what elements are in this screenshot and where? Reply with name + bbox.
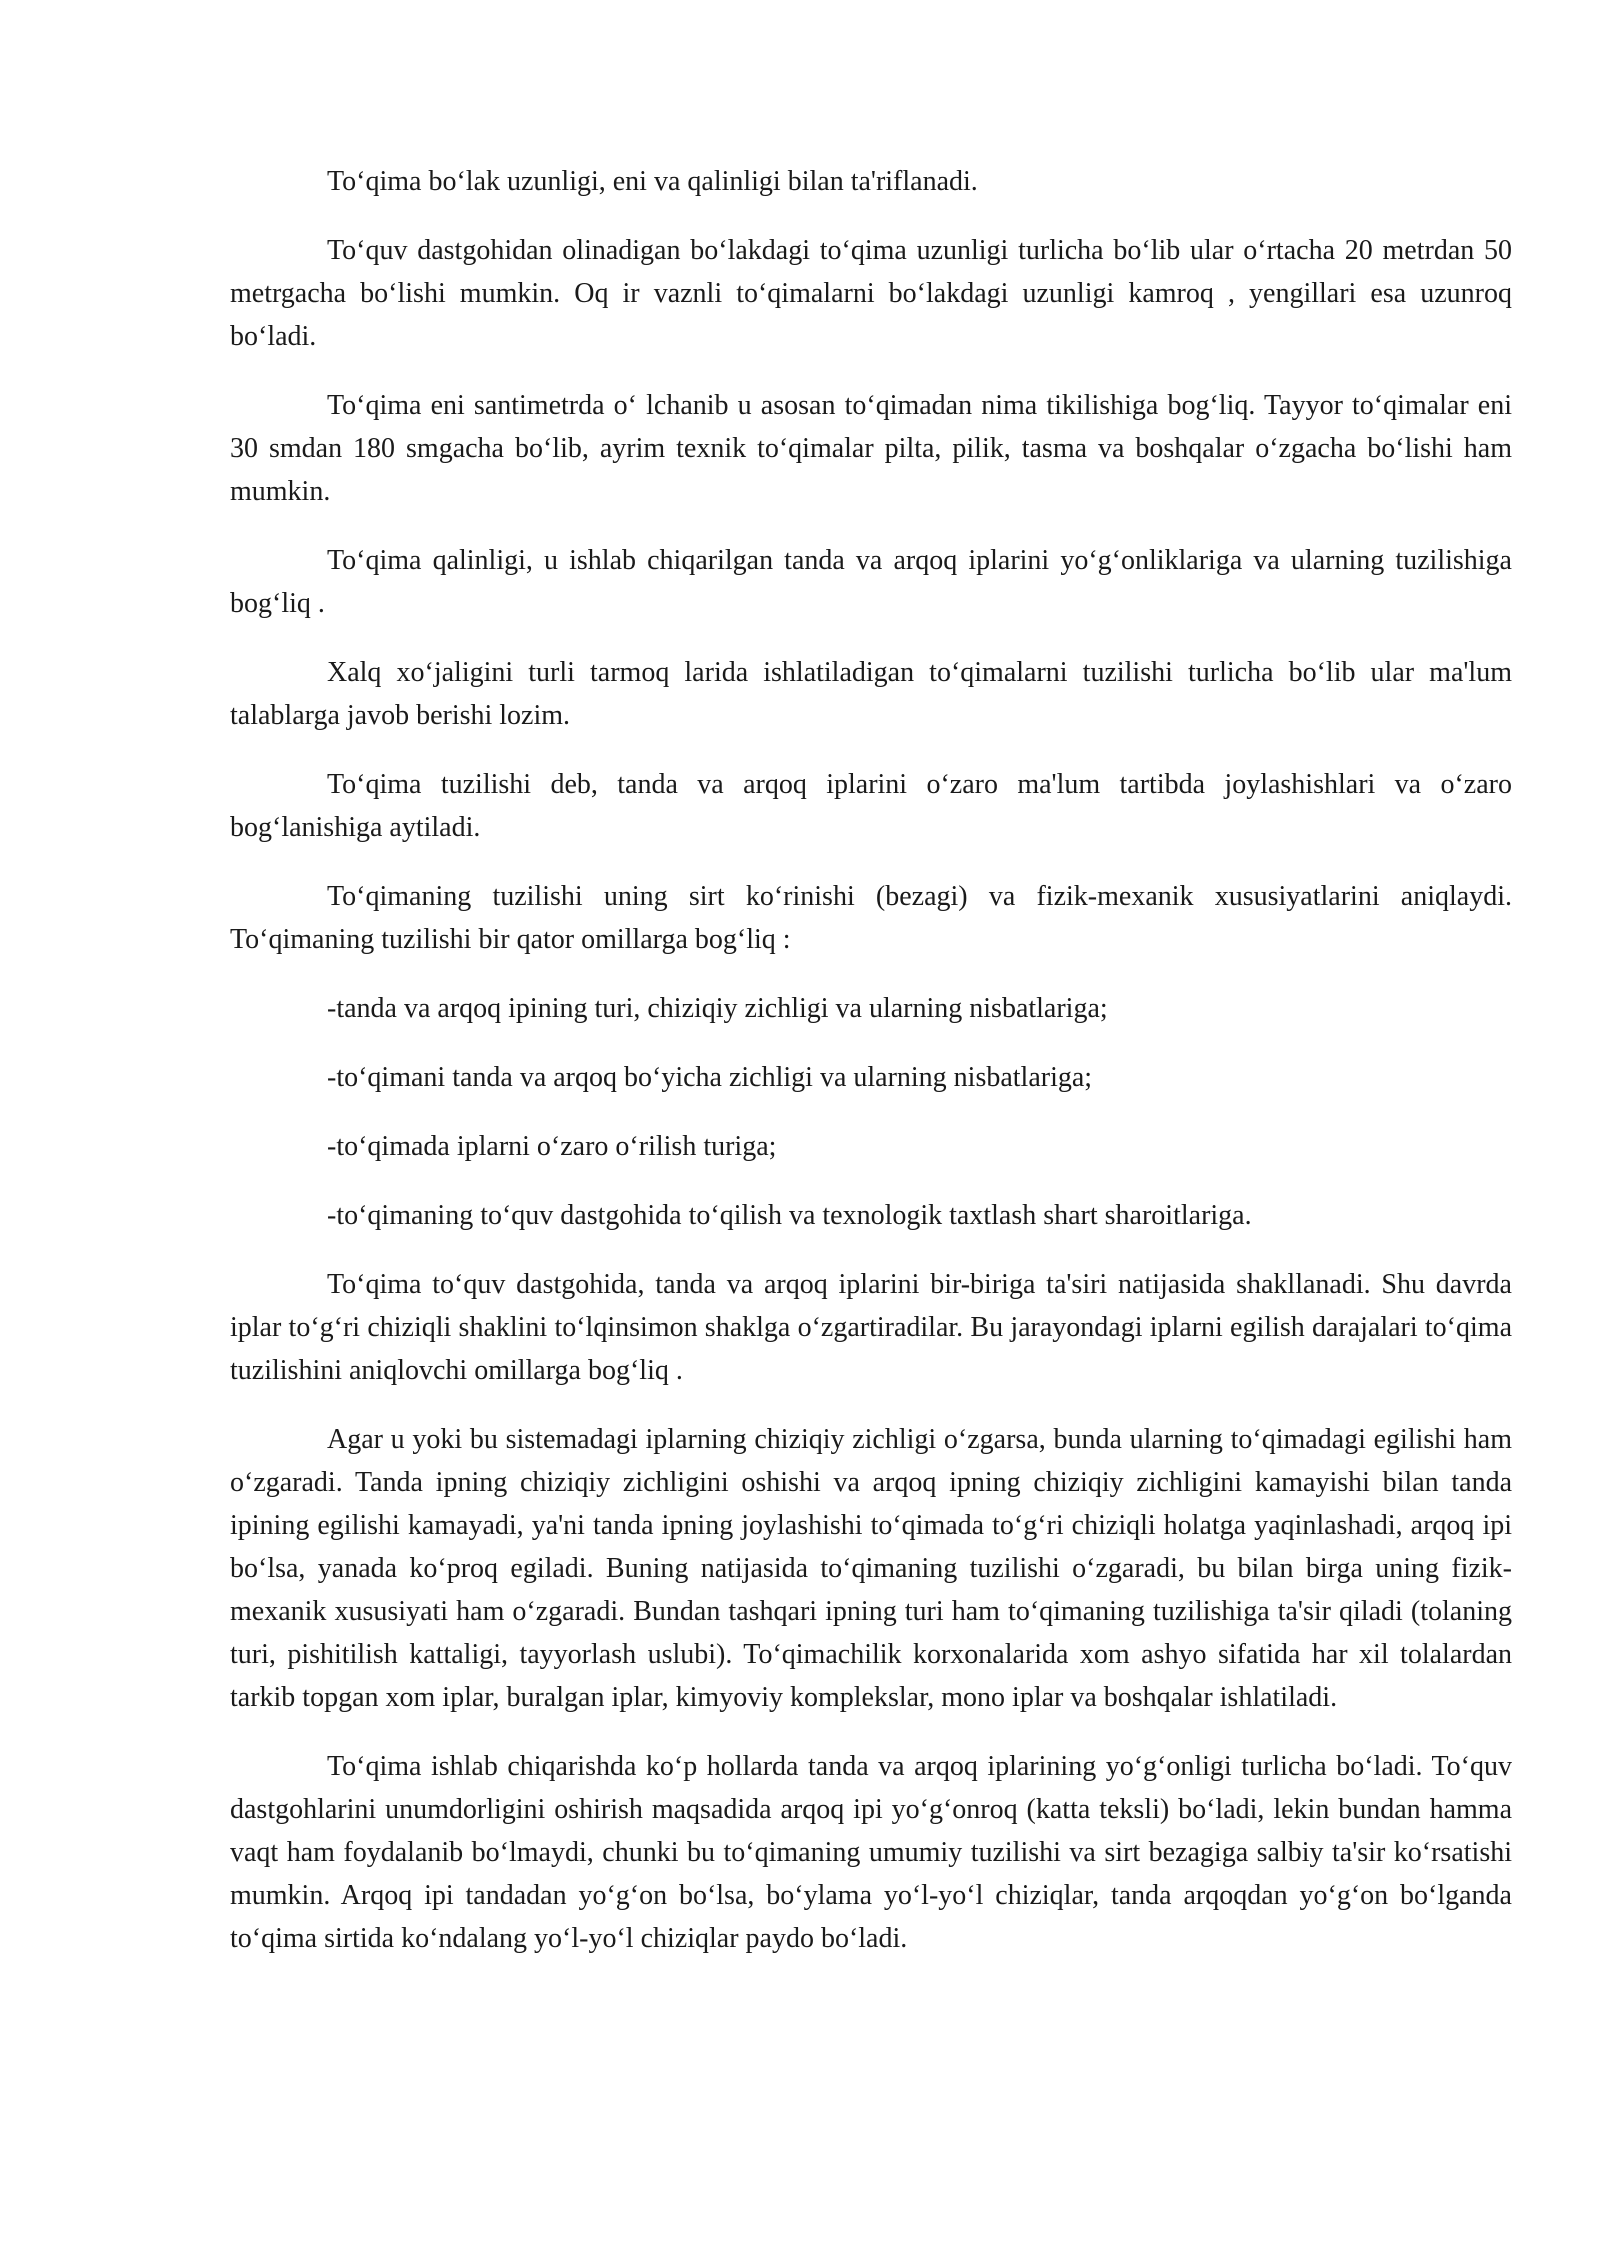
paragraph: To‘qima ishlab chiqarishda ko‘p hollarda tanda va arqoq iplarining yo‘g‘onligi turlicha bo‘ladi. To‘quv dastgohlarini unumdorligini oshirish maqsadida arqoq ipi yo‘g‘onroq (katta teksli) bo‘ladi, lekin bundan hamma vaqt ham foydalanib bo‘lmaydi, chunki bu to‘qimaning umumiy tuzilishi va sirt bezagiga salbiy ta'sir ko‘rsatishi mumkin. Arqoq ipi tandadan yo‘g‘on bo‘lsa, bo‘ylama yo‘l-yo‘l chiziqlar, tanda arqoqdan yo‘g‘on bo‘lganda to‘qima sirtida ko‘ndalang yo‘l-yo‘l chiziqlar paydo bo‘ladi. [230,1751,1512,1954]
paragraph: Xalq xo‘jaligini turli tarmoq larida ishlatiladigan to‘qimalarni tuzilishi turlicha bo‘lib ular ma'lum talablarga javob berishi lozim. [230,657,1512,731]
paragraph: To‘qima to‘quv dastgohida, tanda va arqoq iplarini bir-biriga ta'siri natijasida shakllanadi. Shu davrda iplar to‘g‘ri chiziqli shaklini to‘lqinsimon shaklga o‘zgartiradilar. Bu jarayondagi iplarni egilish darajalari to‘qima tuzilishini aniqlovchi omillarga bog‘liq . [230,1269,1512,1386]
paragraph: Agar u yoki bu sistemadagi iplarning chiziqiy zichligi o‘zgarsa, bunda ularning to‘qimadagi egilishi ham o‘zgaradi. Tanda ipning chiziqiy zichligini oshishi va arqoq ipning chiziqiy zichligini kamayishi bilan tanda ipining egilishi kamayadi, ya'ni tanda ipning joylashishi to‘qimada to‘g‘ri chiziqli holatga yaqinlashadi, arqoq ipi bo‘lsa, yanada ko‘proq egiladi. Buning natijasida to‘qimaning tuzilishi o‘zgaradi, bu bilan birga uning fizik-mexanik xususiyati ham o‘zgaradi. Bundan tashqari ipning turi ham to‘qimaning tuzilishiga ta'sir qiladi (tolaning turi, pishitilish kattaligi, tayyorlash uslubi). To‘qimachilik korxonalarida xom ashyo sifatida har xil tolalardan tarkib topgan xom iplar, buralgan iplar, kimyoviy komplekslar, mono iplar va boshqalar ishlatiladi. [230,1424,1512,1713]
list-item: -to‘qimani tanda va arqoq bo‘yicha zichligi va ularning nisbatlariga; [327,1062,1093,1093]
list-item: -to‘qimada iplarni o‘zaro o‘rilish turiga; [327,1131,777,1162]
paragraph: To‘quv dastgohidan olinadigan bo‘lakdagi to‘qima uzunligi turlicha bo‘lib ular o‘rtacha 20 metrdan 50 metrgacha bo‘lishi mumkin. Oq ir vaznli to‘qimalarni bo‘lakdagi uzunligi kamroq , yengillari esa uzunroq bo‘ladi. [230,235,1512,352]
list-item: -tanda va arqoq ipining turi, chiziqiy zichligi va ularning nisbatlariga; [327,993,1108,1024]
paragraph: To‘qima bo‘lak uzunligi, eni va qalinligi bilan ta'riflanadi. [327,166,978,197]
list-item: -to‘qimaning to‘quv dastgohida to‘qilish va texnologik taxtlash shart sharoitlariga. [327,1200,1252,1231]
paragraph: To‘qima eni santimetrda o‘ lchanib u asosan to‘qimadan nima tikilishiga bog‘liq. Tayyor to‘qimalar eni 30 smdan 180 smgacha bo‘lib, ayrim texnik to‘qimalar pilta, pilik, tasma va boshqalar o‘zgacha bo‘lishi ham mumkin. [230,390,1512,507]
document-page [230,160,1512,1986]
paragraph: To‘qimaning tuzilishi uning sirt ko‘rinishi (bezagi) va fizik-mexanik xususiyatlarini aniqlaydi. To‘qimaning tuzilishi bir qator omillarga bog‘liq : [230,881,1512,955]
paragraph: To‘qima qalinligi, u ishlab chiqarilgan tanda va arqoq iplarini yo‘g‘onliklariga va ularning tuzilishiga bog‘liq . [230,545,1512,619]
paragraph: To‘qima tuzilishi deb, tanda va arqoq iplarini o‘zaro ma'lum tartibda joylashishlari va o‘zaro bog‘lanishiga aytiladi. [230,769,1512,843]
